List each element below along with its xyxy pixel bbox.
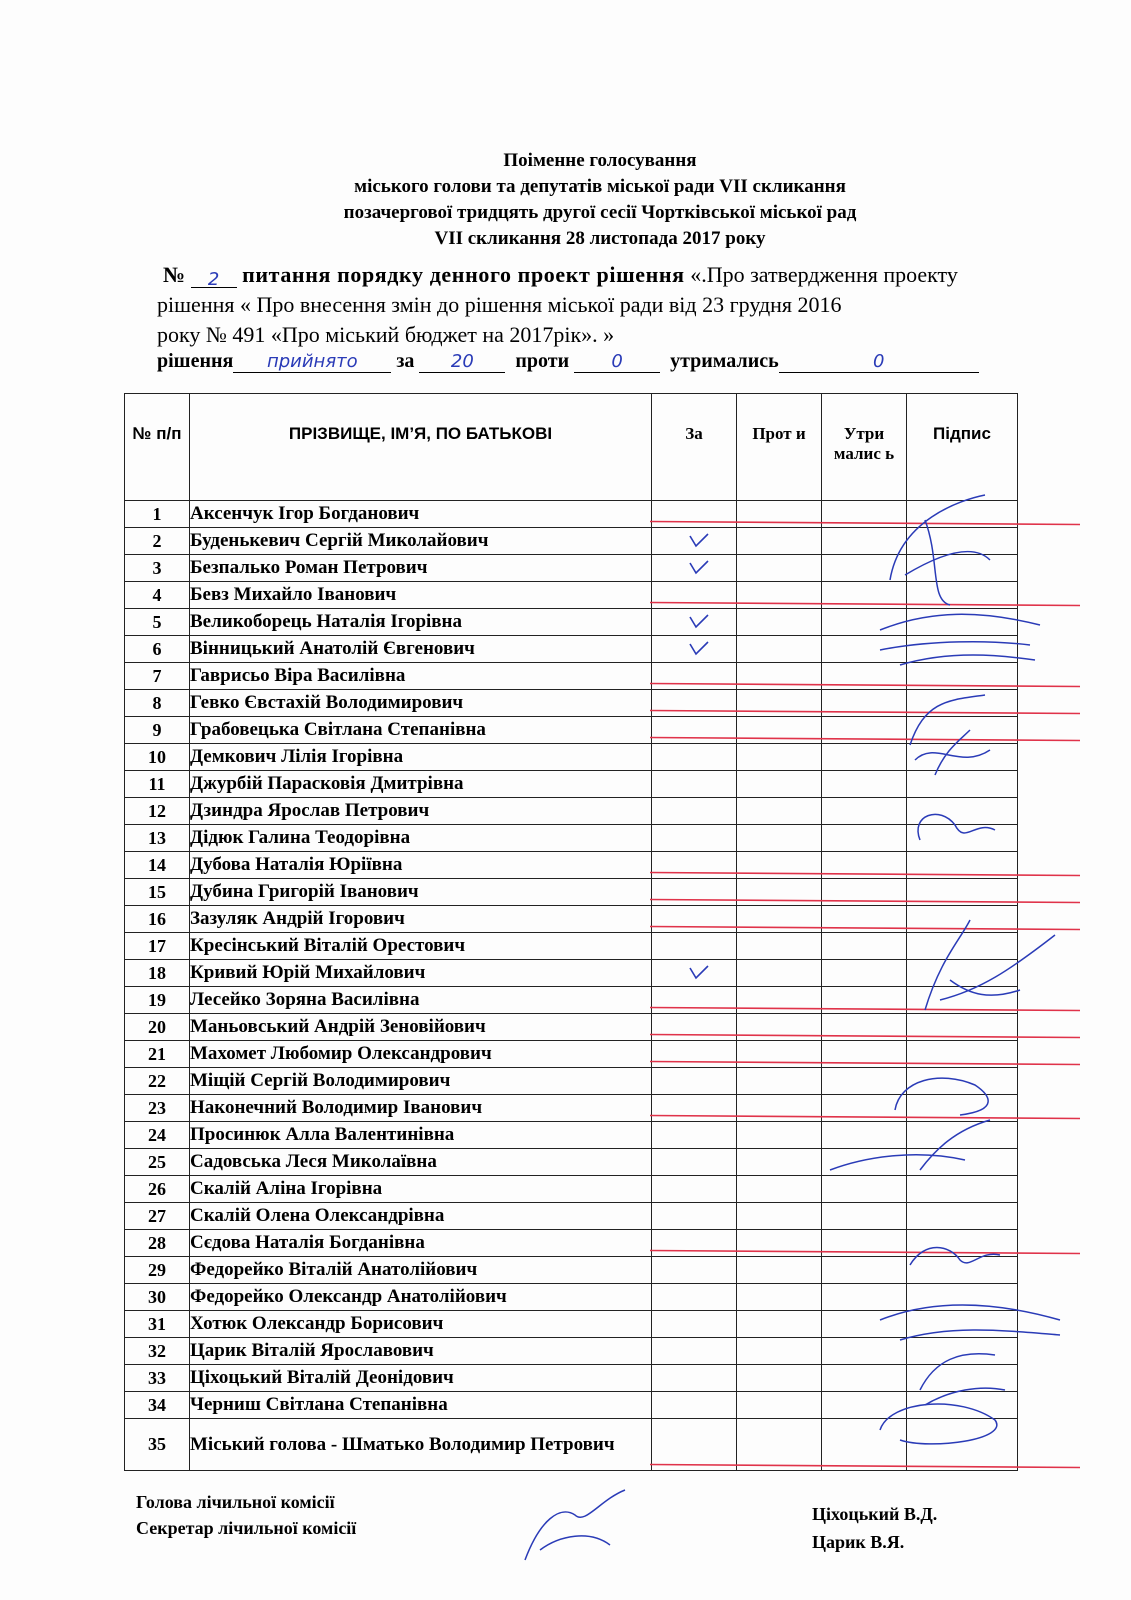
- row-abstain-cell: [822, 1419, 907, 1471]
- question-bold-text: питання порядку денного проект рішення: [242, 262, 685, 287]
- row-deputy-name: Зазуляк Андрій Ігорович: [190, 906, 652, 933]
- row-abstain-cell: [822, 1338, 907, 1365]
- row-against-cell: [737, 906, 822, 933]
- row-number: 7: [125, 663, 190, 690]
- row-against-cell: [737, 717, 822, 744]
- row-number: 19: [125, 987, 190, 1014]
- row-for-cell: [652, 1041, 737, 1068]
- row-deputy-name: Сєдова Наталія Богданівна: [190, 1230, 652, 1257]
- table-row: [125, 555, 1018, 582]
- row-number: 32: [125, 1338, 190, 1365]
- row-deputy-name: Вінницький Анатолій Євгенович: [190, 636, 652, 663]
- row-abstain-cell: [822, 852, 907, 879]
- row-signature-cell: [907, 1068, 1018, 1095]
- row-deputy-name: Буденькевич Сергій Миколайович: [190, 528, 652, 555]
- row-against-cell: [737, 636, 822, 663]
- header-for: За: [652, 394, 737, 501]
- for-label: за: [396, 350, 415, 372]
- table-row: [125, 825, 1018, 852]
- row-for-cell: [652, 933, 737, 960]
- row-signature-cell: [907, 690, 1018, 717]
- row-against-cell: [737, 852, 822, 879]
- secretary-name: Царик В.Я.: [812, 1532, 905, 1552]
- question-line-1: [163, 262, 1049, 288]
- row-signature-cell: [907, 771, 1018, 798]
- row-deputy-name: Черниш Світлана Степанівна: [190, 1392, 652, 1419]
- row-against-cell: [737, 1230, 822, 1257]
- row-against-cell: [737, 825, 822, 852]
- row-signature-cell: [907, 825, 1018, 852]
- row-against-cell: [737, 1392, 822, 1419]
- row-for-cell: [652, 1365, 737, 1392]
- against-field: [574, 350, 660, 373]
- row-number: 6: [125, 636, 190, 663]
- row-against-cell: [737, 1419, 822, 1471]
- table-row: [125, 906, 1018, 933]
- table-row: [125, 1230, 1018, 1257]
- row-signature-cell: [907, 1230, 1018, 1257]
- table-row: [125, 1419, 1018, 1471]
- table-row: [125, 636, 1018, 663]
- row-signature-cell: [907, 1419, 1018, 1471]
- row-number: 27: [125, 1203, 190, 1230]
- row-abstain-cell: [822, 555, 907, 582]
- row-abstain-cell: [822, 501, 907, 528]
- row-signature-cell: [907, 717, 1018, 744]
- row-against-cell: [737, 987, 822, 1014]
- row-signature-cell: [907, 609, 1018, 636]
- header-abstain: Утри малис ь: [822, 394, 907, 501]
- row-abstain-cell: [822, 636, 907, 663]
- row-deputy-name: Лесейко Зоряна Василівна: [190, 987, 652, 1014]
- table-row: [125, 501, 1018, 528]
- row-for-cell: [652, 987, 737, 1014]
- row-deputy-name: Дубина Григорій Іванович: [190, 879, 652, 906]
- vote-table-body: [125, 501, 1018, 1471]
- row-for-cell: [652, 1176, 737, 1203]
- row-number: 18: [125, 960, 190, 987]
- row-signature-cell: [907, 555, 1018, 582]
- row-for-cell: [652, 663, 737, 690]
- row-signature-cell: [907, 501, 1018, 528]
- row-signature-cell: [907, 906, 1018, 933]
- row-abstain-cell: [822, 1365, 907, 1392]
- row-signature-cell: [907, 1365, 1018, 1392]
- row-abstain-cell: [822, 717, 907, 744]
- header-num: № п/п: [125, 394, 190, 501]
- row-number: 9: [125, 717, 190, 744]
- row-deputy-name: Просинюк Алла Валентинівна: [190, 1122, 652, 1149]
- row-number: 10: [125, 744, 190, 771]
- table-row: [125, 1338, 1018, 1365]
- row-number: 13: [125, 825, 190, 852]
- row-abstain-cell: [822, 1176, 907, 1203]
- row-number: 23: [125, 1095, 190, 1122]
- row-deputy-name: Скалій Олена Олександрівна: [190, 1203, 652, 1230]
- question-number-prefix: №: [163, 262, 186, 287]
- row-abstain-cell: [822, 960, 907, 987]
- row-against-cell: [737, 879, 822, 906]
- row-deputy-name: Скалій Аліна Ігорівна: [190, 1176, 652, 1203]
- table-row: [125, 690, 1018, 717]
- row-signature-cell: [907, 1176, 1018, 1203]
- row-deputy-name: Наконечний Володимир Іванович: [190, 1095, 652, 1122]
- table-row: [125, 960, 1018, 987]
- row-number: 16: [125, 906, 190, 933]
- row-against-cell: [737, 1203, 822, 1230]
- row-abstain-cell: [822, 906, 907, 933]
- table-row: [125, 1257, 1018, 1284]
- row-deputy-name: Дзиндра Ярослав Петрович: [190, 798, 652, 825]
- row-signature-cell: [907, 1149, 1018, 1176]
- row-number: 14: [125, 852, 190, 879]
- row-number: 8: [125, 690, 190, 717]
- row-against-cell: [737, 690, 822, 717]
- row-for-cell: [652, 1284, 737, 1311]
- row-against-cell: [737, 1176, 822, 1203]
- row-for-cell: [652, 879, 737, 906]
- row-signature-cell: [907, 636, 1018, 663]
- row-deputy-name: Федорейко Олександр Анатолійович: [190, 1284, 652, 1311]
- row-deputy-name: Демкович Лілія Ігорівна: [190, 744, 652, 771]
- row-against-cell: [737, 663, 822, 690]
- row-number: 20: [125, 1014, 190, 1041]
- row-number: 25: [125, 1149, 190, 1176]
- against-value: 0: [611, 351, 623, 372]
- row-abstain-cell: [822, 744, 907, 771]
- for-value: 20: [450, 351, 474, 372]
- row-number: 4: [125, 582, 190, 609]
- decision-label: рішення: [157, 350, 234, 372]
- row-against-cell: [737, 744, 822, 771]
- title-line-2: міського голови та депутатів міської ради VІІ скликання: [354, 176, 846, 197]
- question-number-field: [191, 265, 237, 288]
- row-for-cell: [652, 1230, 737, 1257]
- row-against-cell: [737, 501, 822, 528]
- table-row: [125, 744, 1018, 771]
- row-deputy-name: Міщій Сергій Володимирович: [190, 1068, 652, 1095]
- table-row: [125, 933, 1018, 960]
- row-abstain-cell: [822, 609, 907, 636]
- row-signature-cell: [907, 744, 1018, 771]
- row-for-cell: [652, 798, 737, 825]
- row-abstain-cell: [822, 933, 907, 960]
- row-number: 12: [125, 798, 190, 825]
- row-abstain-cell: [822, 690, 907, 717]
- row-deputy-name: Дідюк Галина Теодорівна: [190, 825, 652, 852]
- row-abstain-cell: [822, 1041, 907, 1068]
- row-against-cell: [737, 1284, 822, 1311]
- row-for-cell: [652, 1338, 737, 1365]
- header-against: Прот и: [737, 394, 822, 501]
- row-against-cell: [737, 1257, 822, 1284]
- row-deputy-name: Гевко Євстахій Володимирович: [190, 690, 652, 717]
- row-abstain-cell: [822, 798, 907, 825]
- row-signature-cell: [907, 1338, 1018, 1365]
- row-signature-cell: [907, 933, 1018, 960]
- row-deputy-name: Великоборець Наталія Ігорівна: [190, 609, 652, 636]
- row-abstain-cell: [822, 1257, 907, 1284]
- row-for-cell: [652, 582, 737, 609]
- row-number: 30: [125, 1284, 190, 1311]
- row-against-cell: [737, 609, 822, 636]
- table-row: [125, 1014, 1018, 1041]
- row-against-cell: [737, 1041, 822, 1068]
- row-for-cell: [652, 1014, 737, 1041]
- question-number-value: 2: [207, 269, 220, 290]
- row-against-cell: [737, 1149, 822, 1176]
- row-against-cell: [737, 960, 822, 987]
- footer-signature: [525, 1490, 625, 1560]
- row-for-cell: [652, 1311, 737, 1338]
- table-row: [125, 717, 1018, 744]
- row-abstain-cell: [822, 1095, 907, 1122]
- row-number: 35: [125, 1419, 190, 1471]
- row-deputy-name: Джурбій Парасковія Дмитрівна: [190, 771, 652, 798]
- row-abstain-cell: [822, 1014, 907, 1041]
- row-signature-cell: [907, 1284, 1018, 1311]
- row-number: 21: [125, 1041, 190, 1068]
- row-signature-cell: [907, 663, 1018, 690]
- table-row: [125, 1095, 1018, 1122]
- row-signature-cell: [907, 987, 1018, 1014]
- row-abstain-cell: [822, 1068, 907, 1095]
- row-deputy-name: Міський голова - Шматько Володимир Петрович: [190, 1419, 652, 1471]
- row-against-cell: [737, 1122, 822, 1149]
- chair-label: Голова лічильної комісії: [136, 1492, 335, 1512]
- row-for-cell: [652, 555, 737, 582]
- table-row: [125, 1311, 1018, 1338]
- row-signature-cell: [907, 960, 1018, 987]
- row-deputy-name: Безпалько Роман Петрович: [190, 555, 652, 582]
- row-for-cell: [652, 636, 737, 663]
- row-abstain-cell: [822, 987, 907, 1014]
- row-for-cell: [652, 1257, 737, 1284]
- table-row: [125, 1284, 1018, 1311]
- row-number: 22: [125, 1068, 190, 1095]
- header-signature: Підпис: [907, 394, 1018, 501]
- row-signature-cell: [907, 1041, 1018, 1068]
- row-abstain-cell: [822, 1392, 907, 1419]
- row-against-cell: [737, 933, 822, 960]
- row-abstain-cell: [822, 879, 907, 906]
- row-against-cell: [737, 1311, 822, 1338]
- row-deputy-name: Аксенчук Ігор Богданович: [190, 501, 652, 528]
- row-number: 34: [125, 1392, 190, 1419]
- row-against-cell: [737, 1095, 822, 1122]
- row-number: 2: [125, 528, 190, 555]
- row-number: 11: [125, 771, 190, 798]
- row-for-cell: [652, 1203, 737, 1230]
- row-for-cell: [652, 1122, 737, 1149]
- title-line-3: позачергової тридцять другої сесії Чортківської міської рад: [343, 202, 857, 223]
- row-against-cell: [737, 798, 822, 825]
- table-row: [125, 663, 1018, 690]
- row-signature-cell: [907, 1014, 1018, 1041]
- title-line-4: VІІ скликання 28 листопада 2017 року: [434, 228, 766, 249]
- row-for-cell: [652, 771, 737, 798]
- row-for-cell: [652, 690, 737, 717]
- row-for-cell: [652, 1419, 737, 1471]
- decision-field: [233, 350, 391, 373]
- abstain-label: утримались: [670, 350, 779, 372]
- row-deputy-name: Махомет Любомир Олександрович: [190, 1041, 652, 1068]
- row-against-cell: [737, 528, 822, 555]
- table-row: [125, 528, 1018, 555]
- row-for-cell: [652, 1149, 737, 1176]
- question-line-3: року № 491 «Про міський бюджет на 2017рік». »: [157, 322, 615, 347]
- row-number: 3: [125, 555, 190, 582]
- row-for-cell: [652, 717, 737, 744]
- row-against-cell: [737, 1068, 822, 1095]
- row-abstain-cell: [822, 771, 907, 798]
- row-deputy-name: Кресінський Віталій Орестович: [190, 933, 652, 960]
- table-row: [125, 1068, 1018, 1095]
- row-for-cell: [652, 609, 737, 636]
- for-field: [419, 350, 505, 373]
- row-for-cell: [652, 1068, 737, 1095]
- vote-table: [124, 393, 1018, 1471]
- row-number: 31: [125, 1311, 190, 1338]
- row-number: 33: [125, 1365, 190, 1392]
- table-row: [125, 1392, 1018, 1419]
- table-row: [125, 1203, 1018, 1230]
- row-against-cell: [737, 555, 822, 582]
- row-abstain-cell: [822, 1203, 907, 1230]
- secretary-label: Секретар лічильної комісії: [136, 1518, 357, 1538]
- table-row: [125, 609, 1018, 636]
- row-for-cell: [652, 1392, 737, 1419]
- header-name: ПРІЗВИЩЕ, ІМ’Я, ПО БАТЬКОВІ: [190, 394, 652, 501]
- row-abstain-cell: [822, 1230, 907, 1257]
- row-signature-cell: [907, 582, 1018, 609]
- row-deputy-name: Дубова Наталія Юріївна: [190, 852, 652, 879]
- abstain-value: 0: [872, 351, 885, 372]
- title-line-1: Поіменне голосування: [503, 150, 697, 171]
- table-row: [125, 582, 1018, 609]
- row-signature-cell: [907, 1203, 1018, 1230]
- row-number: 24: [125, 1122, 190, 1149]
- table-row: [125, 1176, 1018, 1203]
- row-deputy-name: Ціхоцький Віталій Деонідович: [190, 1365, 652, 1392]
- decision-line: [157, 350, 979, 373]
- row-abstain-cell: [822, 1149, 907, 1176]
- table-row: [125, 852, 1018, 879]
- row-number: 29: [125, 1257, 190, 1284]
- row-signature-cell: [907, 1095, 1018, 1122]
- row-against-cell: [737, 582, 822, 609]
- row-signature-cell: [907, 798, 1018, 825]
- row-signature-cell: [907, 852, 1018, 879]
- row-deputy-name: Грабовецька Світлана Степанівна: [190, 717, 652, 744]
- row-for-cell: [652, 960, 737, 987]
- row-for-cell: [652, 906, 737, 933]
- row-deputy-name: Садовська Леся Миколаївна: [190, 1149, 652, 1176]
- row-against-cell: [737, 1338, 822, 1365]
- row-number: 1: [125, 501, 190, 528]
- row-signature-cell: [907, 1257, 1018, 1284]
- row-abstain-cell: [822, 582, 907, 609]
- row-number: 28: [125, 1230, 190, 1257]
- abstain-field: [779, 350, 979, 373]
- row-number: 17: [125, 933, 190, 960]
- row-against-cell: [737, 1365, 822, 1392]
- table-row: [125, 879, 1018, 906]
- row-signature-cell: [907, 528, 1018, 555]
- row-abstain-cell: [822, 663, 907, 690]
- question-line-2: рішення « Про внесення змін до рішення міської ради від 23 грудня 2016: [157, 292, 842, 317]
- row-for-cell: [652, 501, 737, 528]
- against-label: проти: [515, 350, 570, 372]
- decision-value: прийнято: [266, 351, 358, 372]
- row-signature-cell: [907, 879, 1018, 906]
- row-number: 26: [125, 1176, 190, 1203]
- row-for-cell: [652, 528, 737, 555]
- row-for-cell: [652, 744, 737, 771]
- row-against-cell: [737, 1014, 822, 1041]
- table-row: [125, 1122, 1018, 1149]
- row-number: 15: [125, 879, 190, 906]
- row-deputy-name: Гаврисьо Віра Василівна: [190, 663, 652, 690]
- row-deputy-name: Кривий Юрій Михайлович: [190, 960, 652, 987]
- row-signature-cell: [907, 1311, 1018, 1338]
- table-row: [125, 1365, 1018, 1392]
- row-deputy-name: Хотюк Олександр Борисович: [190, 1311, 652, 1338]
- row-deputy-name: Бевз Михайло Іванович: [190, 582, 652, 609]
- table-row: [125, 1149, 1018, 1176]
- table-row: [125, 771, 1018, 798]
- row-signature-cell: [907, 1392, 1018, 1419]
- row-abstain-cell: [822, 1122, 907, 1149]
- chair-name: Ціхоцький В.Д.: [812, 1504, 938, 1524]
- table-row: [125, 798, 1018, 825]
- row-against-cell: [737, 771, 822, 798]
- row-for-cell: [652, 1095, 737, 1122]
- row-deputy-name: Царик Віталій Ярославович: [190, 1338, 652, 1365]
- table-row: [125, 1041, 1018, 1068]
- row-number: 5: [125, 609, 190, 636]
- vote-table-header: [125, 394, 1018, 501]
- row-for-cell: [652, 825, 737, 852]
- row-deputy-name: Маньовський Андрій Зеновійович: [190, 1014, 652, 1041]
- row-abstain-cell: [822, 1311, 907, 1338]
- table-row: [125, 987, 1018, 1014]
- document-title: [150, 148, 1050, 252]
- question-text-rest: «.Про затвердження проекту: [690, 262, 958, 287]
- row-for-cell: [652, 852, 737, 879]
- row-abstain-cell: [822, 528, 907, 555]
- row-abstain-cell: [822, 1284, 907, 1311]
- row-deputy-name: Федорейко Віталій Анатолійович: [190, 1257, 652, 1284]
- row-signature-cell: [907, 1122, 1018, 1149]
- row-abstain-cell: [822, 825, 907, 852]
